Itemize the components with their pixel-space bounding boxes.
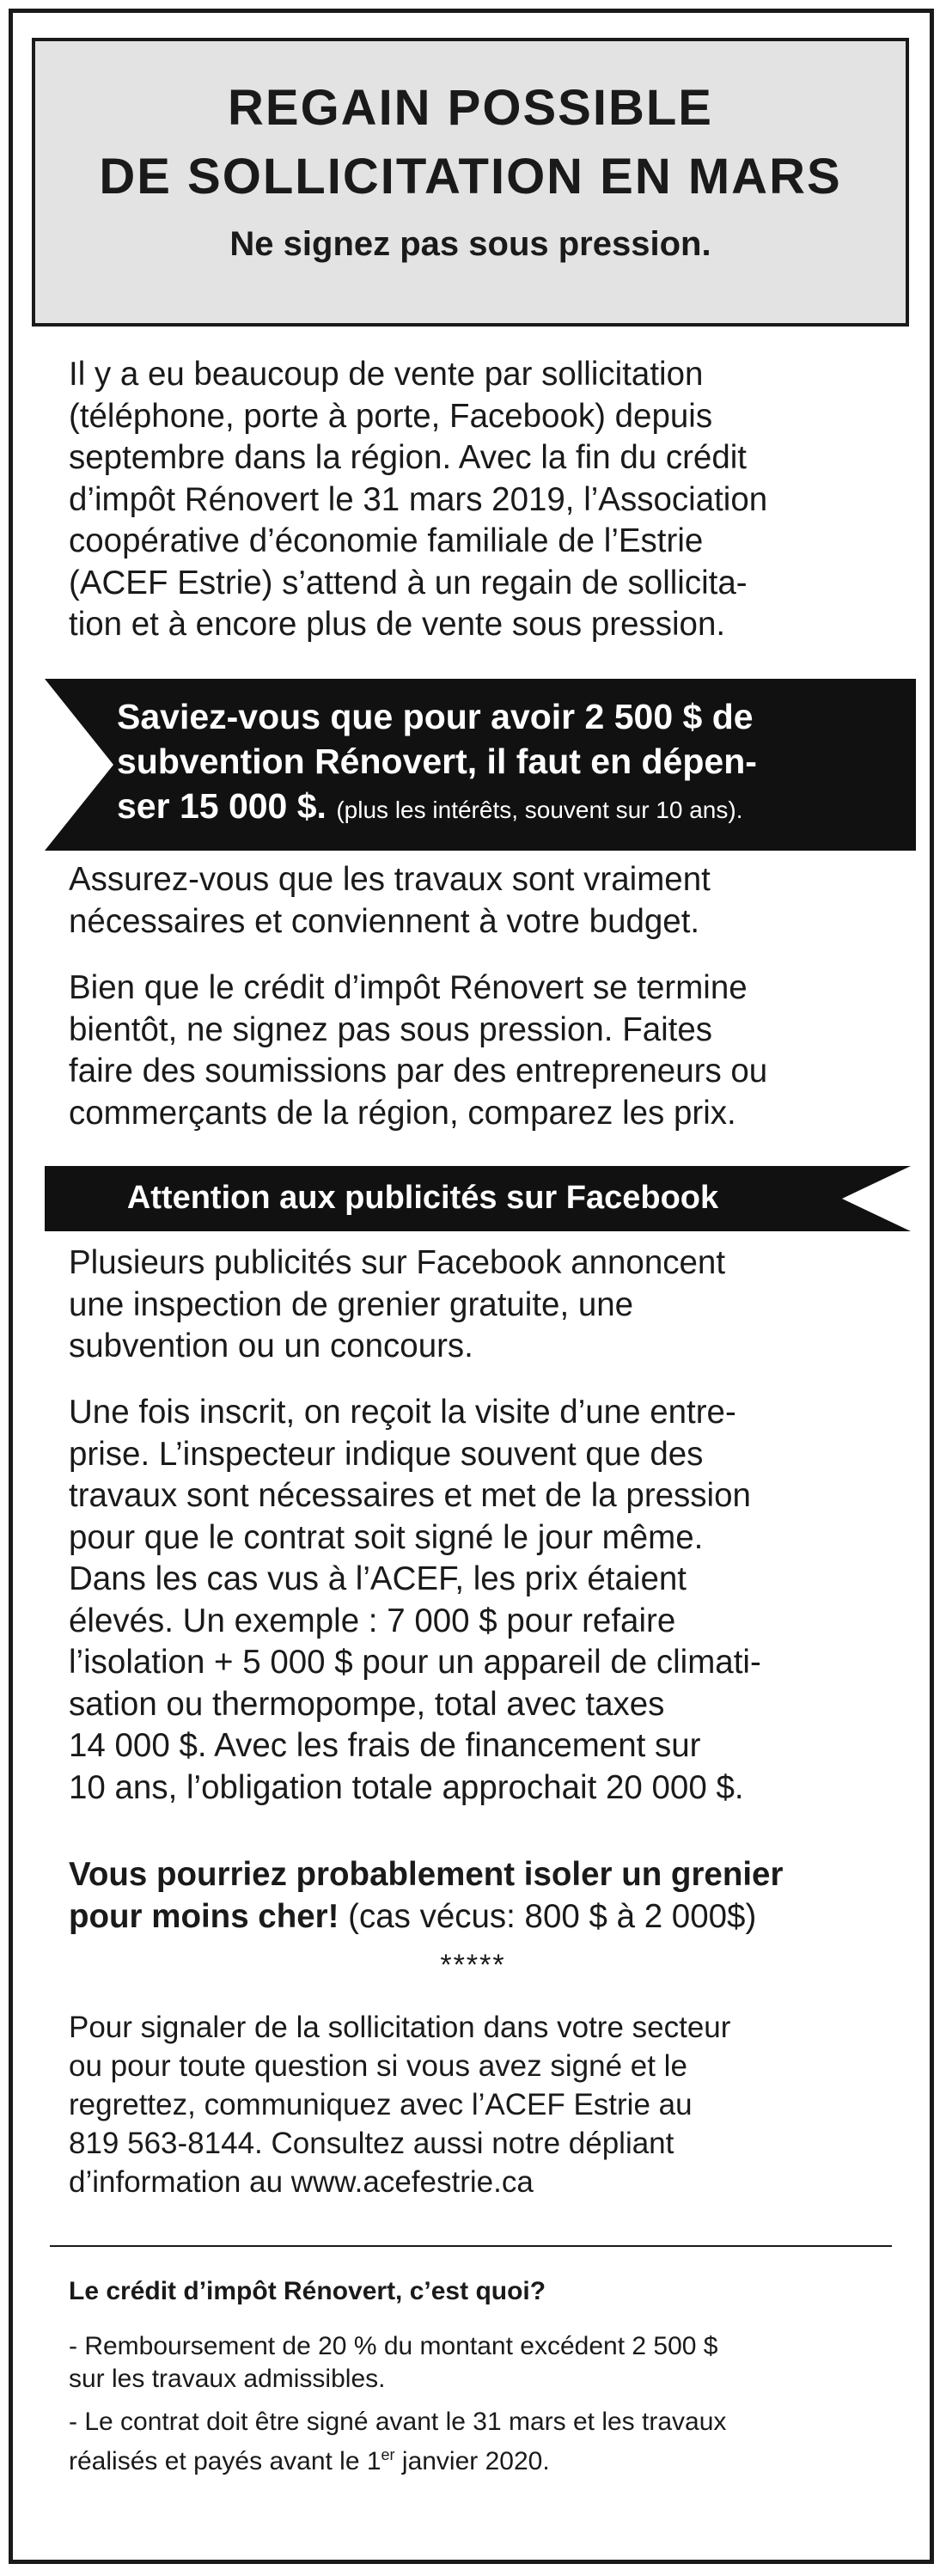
facebook-line: une inspection de grenier gratuite, une bbox=[69, 1285, 634, 1323]
contact-line: Pour signaler de la sollicitation dans votre secteur bbox=[69, 2011, 731, 2044]
intro-paragraph bbox=[69, 354, 911, 646]
cheaper-line-1: Vous pourriez probablement isoler un grenier bbox=[69, 1856, 784, 1893]
contact-line: d’information au www.acefestrie.ca bbox=[69, 2165, 534, 2199]
visit-line: pour que le contrat soit signé le jour même. bbox=[69, 1518, 704, 1556]
intro-line: (ACEF Estrie) s’attend à un regain de sollicita- bbox=[69, 564, 748, 601]
cheaper-note: (cas vécus: 800 $ à 2 000$) bbox=[348, 1897, 757, 1935]
budget-line: nécessaires et conviennent à votre budget. bbox=[69, 902, 700, 940]
subsidy-banner-text bbox=[117, 694, 757, 833]
compare-line: faire des soumissions par des entrepreneurs ou bbox=[69, 1053, 768, 1090]
visit-line: 14 000 $. Avec les frais de financement sur bbox=[69, 1727, 701, 1764]
divider bbox=[50, 2245, 892, 2247]
page-subtitle: Ne signez pas sous pression. bbox=[229, 225, 711, 263]
cheaper-line-2-text: pour moins cher! bbox=[69, 1897, 339, 1935]
title-line-1: REGAIN POSSIBLE bbox=[228, 80, 713, 136]
info-title: Le crédit d’impôt Rénovert, c’est quoi? bbox=[69, 2277, 546, 2305]
banner-line-3-text: ser 15 000 $. bbox=[117, 786, 327, 826]
banner-line-1: Saviez-vous que pour avoir 2 500 $ de bbox=[117, 697, 754, 736]
banner-note: (plus les intérêts, souvent sur 10 ans). bbox=[336, 797, 743, 823]
info-item-2 bbox=[69, 2406, 911, 2478]
banner-line-2: subvention Rénovert, il faut en dépen- bbox=[117, 742, 757, 781]
info-item-1 bbox=[69, 2330, 911, 2396]
info-item-1-line-1: - Remboursement de 20 % du montant excédent 2 500 $ bbox=[69, 2332, 718, 2360]
cheaper-paragraph bbox=[69, 1854, 911, 1938]
visit-line: 10 ans, l’obligation totale approchait 20 000 $. bbox=[69, 1768, 744, 1806]
visit-line: élevés. Un exemple : 7 000 $ pour refaire bbox=[69, 1602, 676, 1639]
facebook-line: subvention ou un concours. bbox=[69, 1328, 473, 1364]
info-item-2-line-1: - Le contrat doit être signé avant le 31 mars et les travaux bbox=[69, 2408, 727, 2436]
intro-line: (téléphone, porte à porte, Facebook) depuis bbox=[69, 397, 713, 435]
budget-line: Assurez-vous que les travaux sont vraiment bbox=[69, 861, 711, 898]
visit-line: travaux sont nécessaires et met de la pression bbox=[69, 1477, 751, 1514]
facebook-paragraph bbox=[69, 1242, 911, 1368]
visit-line: Dans les cas vus à l’ACEF, les prix étaient bbox=[69, 1560, 687, 1597]
intro-line: septembre dans la région. Avec la fin du crédit bbox=[69, 439, 748, 476]
contact-paragraph bbox=[69, 2008, 911, 2201]
cheaper-line-2 bbox=[69, 1896, 911, 1938]
info-item-2-line-2 bbox=[69, 2439, 911, 2478]
facebook-banner-text: Attention aux publicités sur Facebook bbox=[126, 1180, 719, 1216]
budget-paragraph bbox=[69, 859, 911, 943]
intro-line: coopérative d’économie familiale de l’Estrie bbox=[69, 522, 704, 559]
visit-paragraph bbox=[69, 1392, 911, 1809]
facebook-line: Plusieurs publicités sur Facebook annoncent bbox=[69, 1244, 726, 1281]
contact-line: ou pour toute question si vous avez signé et le bbox=[69, 2049, 687, 2083]
compare-line: commerçants de la région, comparez les prix. bbox=[69, 1094, 736, 1132]
visit-line: Une fois inscrit, on reçoit la visite d’une entre- bbox=[69, 1394, 736, 1431]
facebook-banner bbox=[45, 1166, 911, 1231]
intro-line: d’impôt Rénovert le 31 mars 2019, l’Association bbox=[69, 480, 768, 518]
contact-line: regrettez, communiquez avec l’ACEF Estrie au bbox=[69, 2088, 693, 2121]
intro-line: Il y a eu beaucoup de vente par sollicitation bbox=[69, 356, 704, 393]
subsidy-banner bbox=[45, 679, 916, 851]
banner-line-3 bbox=[117, 784, 757, 833]
contact-line: 819 563-8144. Consultez aussi notre dépliant bbox=[69, 2127, 674, 2160]
page-title bbox=[35, 41, 906, 211]
compare-paragraph bbox=[69, 968, 911, 1134]
visit-line: sation ou thermopompe, total avec taxes bbox=[69, 1685, 665, 1723]
info-item-2-sup: er bbox=[381, 2446, 395, 2463]
visit-line: l’isolation + 5 000 $ pour un appareil de climati- bbox=[69, 1644, 761, 1681]
info-item-1-line-2: sur les travaux admissibles. bbox=[69, 2365, 386, 2393]
compare-line: bientôt, ne signez pas sous pression. Faites bbox=[69, 1010, 713, 1048]
title-line-2: DE SOLLICITATION EN MARS bbox=[99, 149, 842, 204]
visit-line: prise. L’inspecteur indique souvent que des bbox=[69, 1435, 704, 1473]
intro-line: tion et à encore plus de vente sous pression. bbox=[69, 606, 726, 643]
header-box bbox=[32, 38, 909, 327]
info-item-2-text-b: janvier 2020. bbox=[394, 2447, 550, 2475]
compare-line: Bien que le crédit d’impôt Rénovert se termine bbox=[69, 969, 748, 1006]
separator-stars: ***** bbox=[440, 1949, 506, 1981]
info-item-2-text-a: réalisés et payés avant le 1 bbox=[69, 2447, 381, 2475]
